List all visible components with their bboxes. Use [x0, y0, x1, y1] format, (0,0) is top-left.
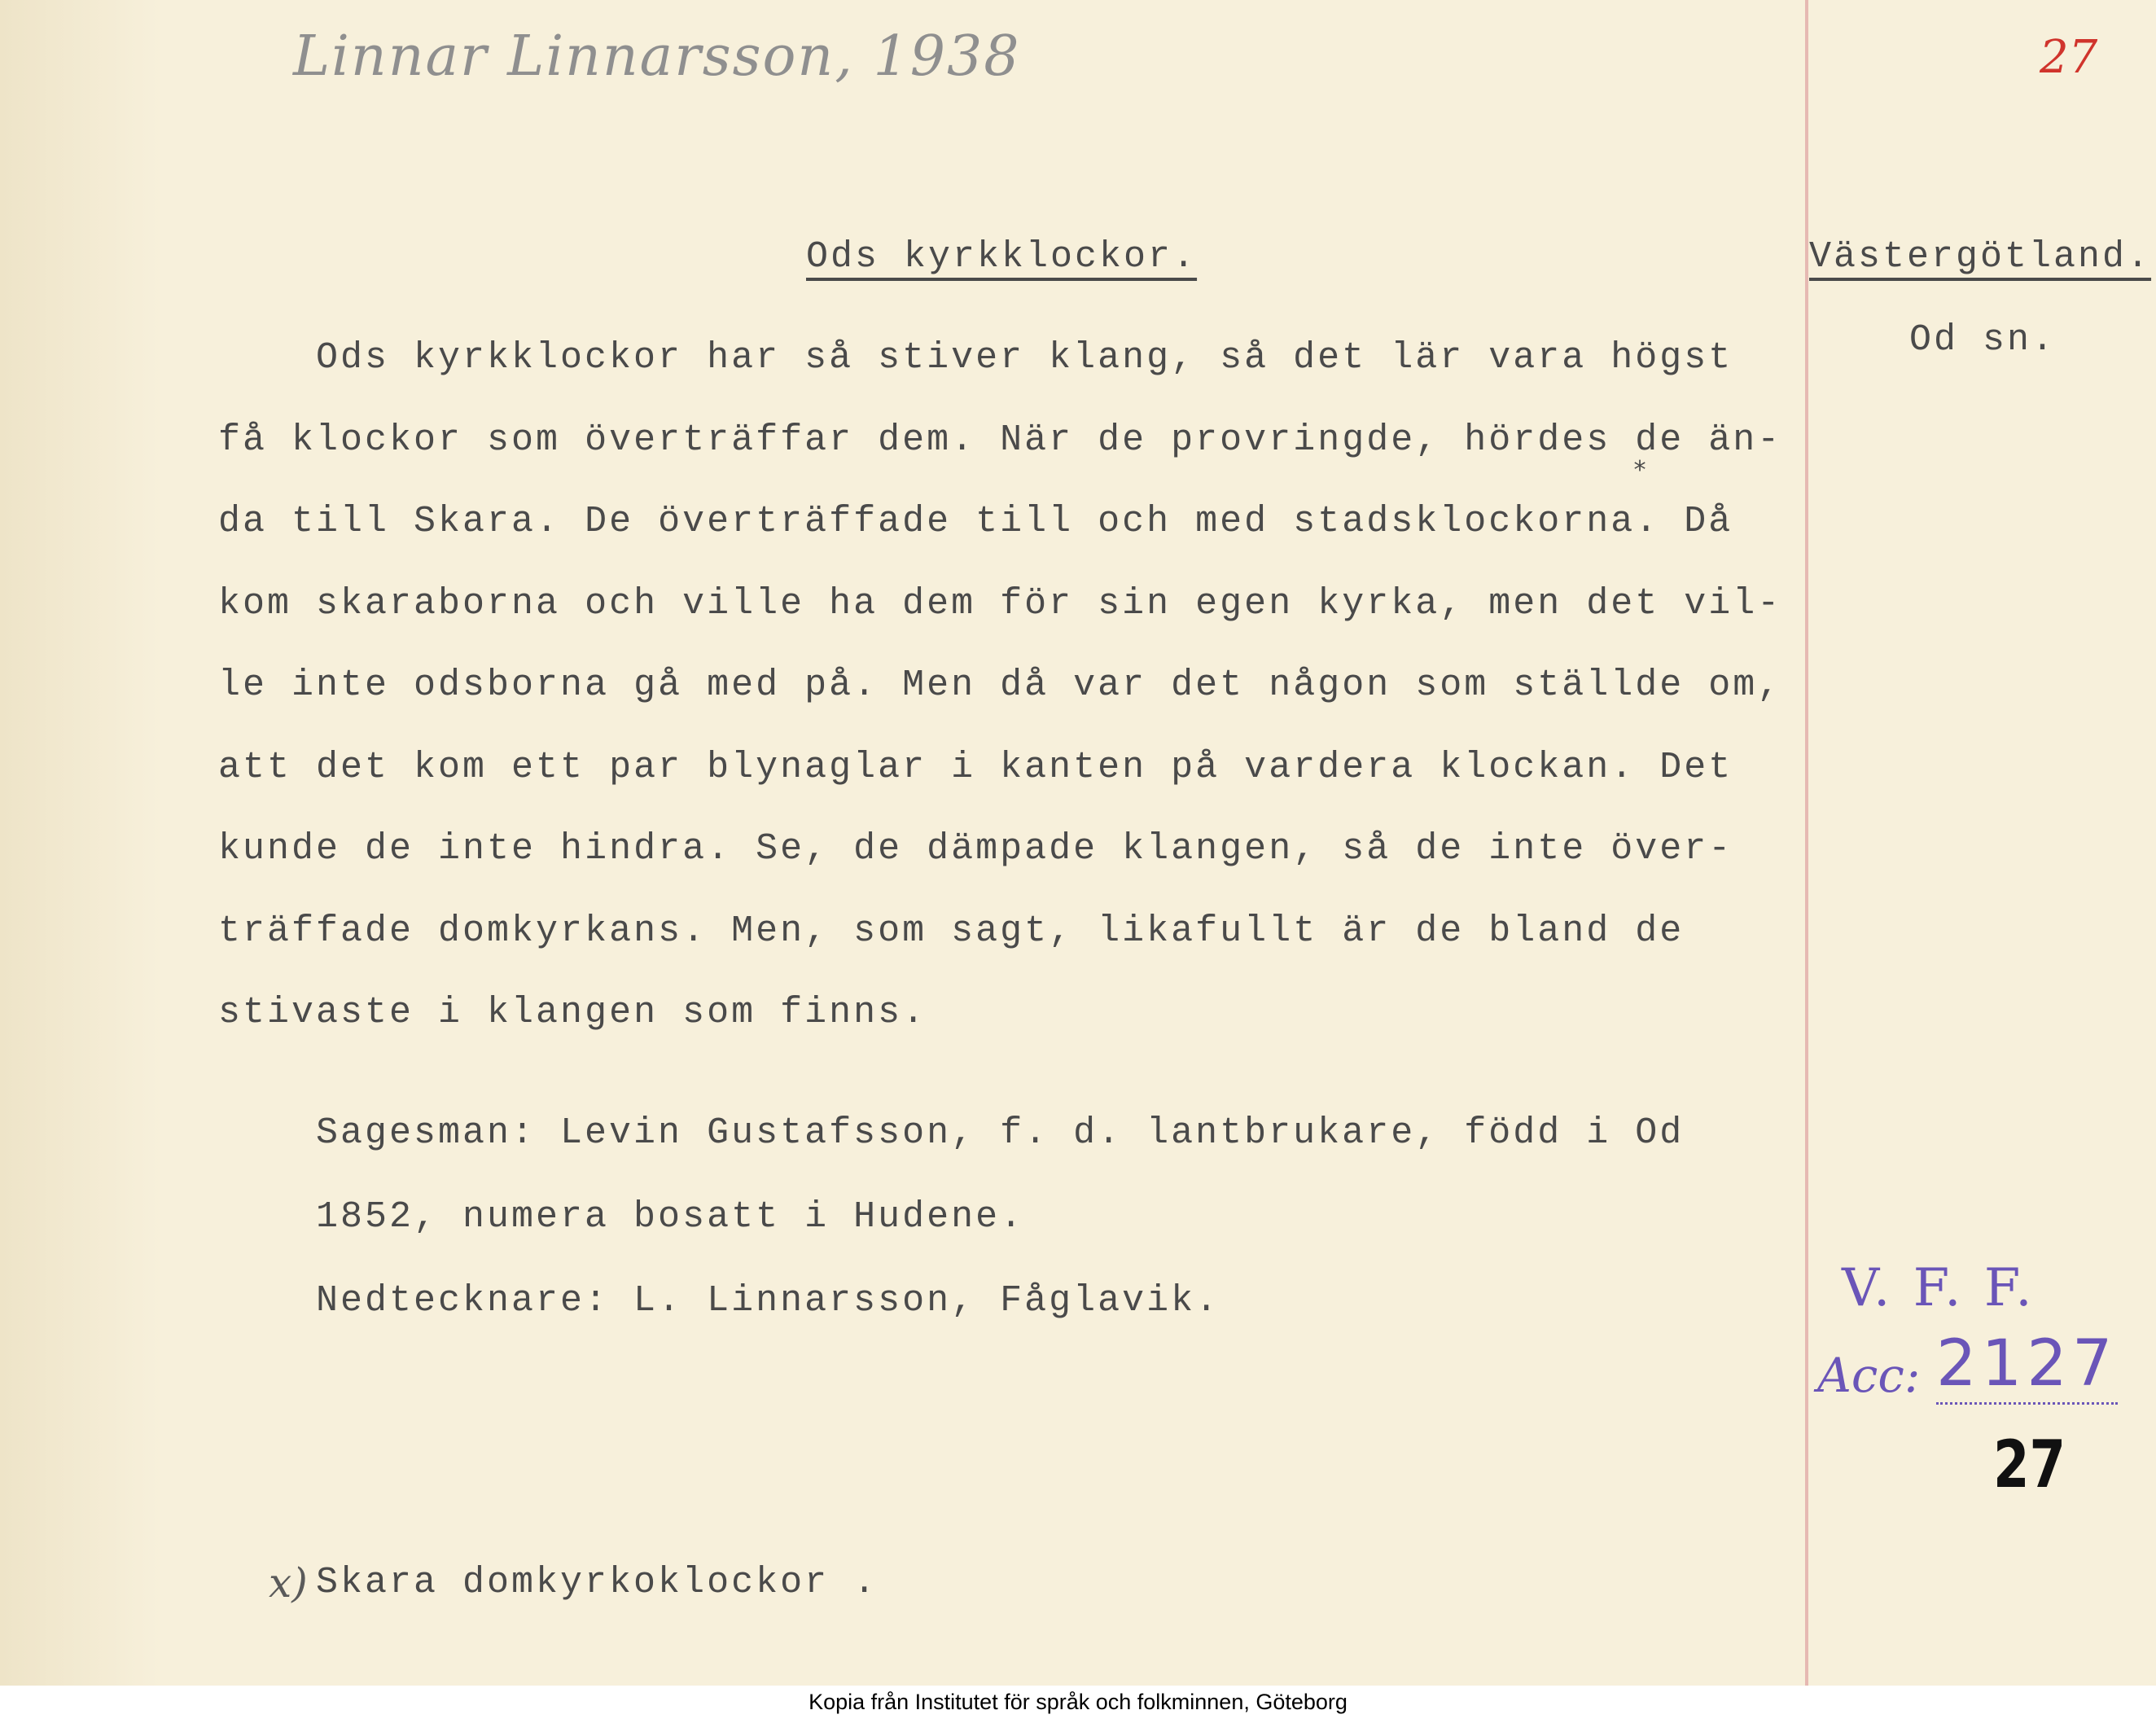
region-label: Västergötland. [1809, 236, 2152, 278]
recorder-line: Nedtecknare: L. Linnarsson, Fåglavik. [316, 1280, 1220, 1322]
footnote-text: Skara domkyrkoklockor . [316, 1562, 879, 1603]
informant-line: 1852, numera bosatt i Hudene. [316, 1196, 1025, 1238]
parish-label: Od sn. [1909, 319, 2057, 361]
story-line: att det kom ett par blynaglar i kanten på vardera klockan. Det [218, 746, 1733, 788]
story-line: kom skaraborna och ville ha dem för sin egen kyrka, men det vil- [218, 582, 1782, 625]
card-shading [0, 0, 163, 1686]
copy-notice: Kopia från Institutet för språk och folkminnen, Göteborg [808, 1690, 1348, 1714]
story-line: få klockor som överträffar dem. När de provringde, hördes de än- [218, 419, 1782, 461]
story-line: kunde de inte hindra. Se, de dämpade klangen, så de inte över- [218, 828, 1733, 870]
story-text [218, 318, 1806, 1055]
story-line: Ods kyrkklockor har så stiver klang, så det lär vara högst [316, 337, 1733, 379]
informant-block [316, 1091, 1684, 1343]
archive-stamp: V. F. F. [1842, 1258, 2035, 1318]
story-line: träffade domkyrkans. Men, som sagt, likafullt är de bland de [218, 910, 1685, 952]
accession-number: 2127 [1936, 1327, 2118, 1405]
story-line: stivaste i klangen som finns. [218, 992, 927, 1033]
footnote-reference-mark: * [1632, 456, 1648, 485]
accession-label: Acc: [1817, 1348, 1921, 1403]
story-line: le inte odsborna gå med på. Men då var det någon som ställde om, [218, 664, 1782, 706]
footnote-mark: x) [269, 1559, 308, 1607]
document-title: Ods kyrkklockor. [806, 236, 1198, 278]
story-line: da till Skara. De överträffade till och med stadsklockorna. Då [218, 501, 1733, 542]
stamped-page-number: 27 [1993, 1427, 2066, 1502]
handwritten-author-note: Linnar Linnarsson, 1938 [293, 24, 1021, 89]
informant-line: Sagesman: Levin Gustafsson, f. d. lantbrukare, född i Od [316, 1112, 1685, 1154]
red-page-number: 27 [2040, 31, 2098, 84]
